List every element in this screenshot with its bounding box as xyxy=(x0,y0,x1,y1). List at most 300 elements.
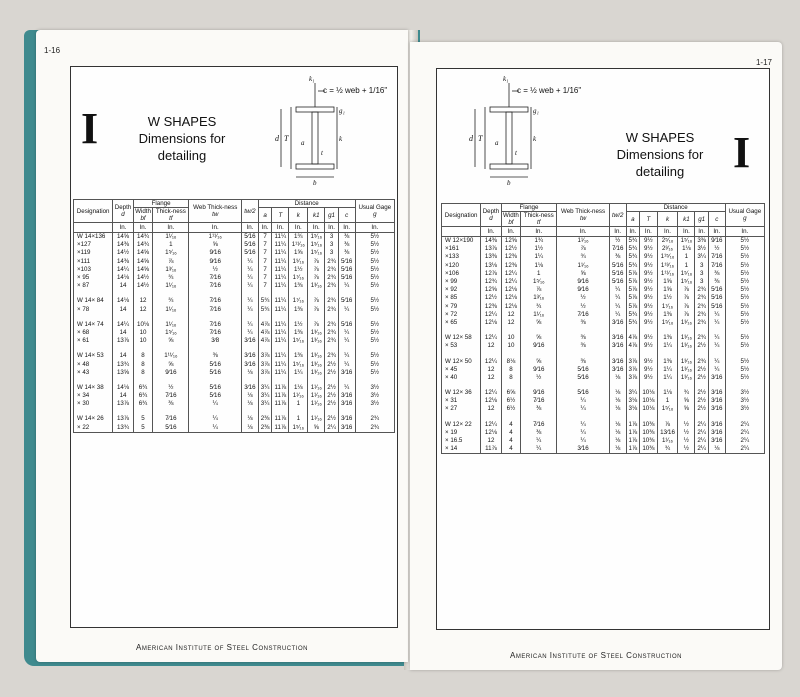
cell-c: ⅜ xyxy=(338,249,355,257)
g1-symbol: g1 xyxy=(698,215,706,223)
cell-tw2: ¼ xyxy=(609,303,626,311)
cell-k1: 1³⁄₁₆ xyxy=(678,357,695,365)
table-row xyxy=(74,369,395,377)
cell-T: 11¼ xyxy=(272,306,289,314)
cell-k1: ⅝ xyxy=(678,405,695,413)
cell-g1: 2½ xyxy=(325,415,339,423)
cell-a: 3⅞ xyxy=(626,357,640,365)
cell-T: 9½ xyxy=(640,253,658,261)
col-header-c xyxy=(338,208,355,223)
cell-bf: 8 xyxy=(133,352,153,360)
depth-symbol: d xyxy=(489,215,493,222)
cell-tf: 9⁄16 xyxy=(521,366,557,374)
cell-designation: × 16.5 xyxy=(442,437,481,445)
cell-tw: ½ xyxy=(189,266,242,274)
cell-T: 11¼ xyxy=(272,241,289,249)
cell-tw: ⅜ xyxy=(557,319,610,327)
cell-k: 1⁵⁄₁₆ xyxy=(289,337,308,345)
cell-g: 5½ xyxy=(725,374,764,382)
cell-designation: × 27 xyxy=(442,405,481,413)
cell-tw2: ¼ xyxy=(242,258,259,266)
cell-g1: 2¼ xyxy=(695,429,709,437)
cell-a: 3⅞ xyxy=(258,360,272,368)
row-gap xyxy=(442,382,765,389)
cell-d: 13⅞ xyxy=(113,337,133,345)
cell-a: 5⅞ xyxy=(626,278,640,286)
cell-g1: 2¾ xyxy=(695,294,709,302)
cell-g1: 3 xyxy=(325,249,339,257)
cell-tw2: ⅛ xyxy=(609,421,626,429)
cell-T: 10⅛ xyxy=(640,397,658,405)
cell-g1: 2½ xyxy=(695,374,709,382)
cell-bf: 10 xyxy=(133,337,153,345)
T-symbol: T xyxy=(646,215,651,223)
col-header-thickness xyxy=(521,212,557,227)
cell-d: 13⅞ xyxy=(481,245,501,253)
cell-g1: 2½ xyxy=(325,369,339,377)
cell-k: 1⅜ xyxy=(289,352,308,360)
diagram-formula: c = ½ web + 1/16" xyxy=(517,86,582,95)
cell-T: 11⅞ xyxy=(272,415,289,423)
cell-d: 12 xyxy=(481,374,501,382)
left-page xyxy=(36,30,408,662)
table-row xyxy=(442,357,765,365)
cell-g: 5½ xyxy=(355,360,394,368)
cell-g: 5½ xyxy=(355,321,394,329)
table-row xyxy=(442,270,765,278)
cell-a: 1⅞ xyxy=(626,421,640,429)
col-header-thickness xyxy=(153,208,189,223)
cell-tw2: 3⁄16 xyxy=(242,337,259,345)
cell-tf: ⅝ xyxy=(521,334,557,342)
page-frame xyxy=(70,66,398,628)
cell-d: 14⅛ xyxy=(113,384,133,392)
cell-d: 12⅛ xyxy=(481,397,501,405)
cell-c: 3⁄16 xyxy=(338,392,355,400)
svg-text:k₁: k₁ xyxy=(309,75,315,83)
cell-a: 1⅞ xyxy=(626,445,640,454)
cell-g1: 2¾ xyxy=(325,337,339,345)
cell-tf: ¼ xyxy=(521,445,557,454)
cell-tf: 1 xyxy=(521,270,557,278)
col-header-gage xyxy=(355,200,394,223)
cell-k: 1 xyxy=(289,400,308,408)
cell-a: 5⅞ xyxy=(626,294,640,302)
cell-tw2: 5⁄16 xyxy=(609,278,626,286)
cell-a: 4⅞ xyxy=(258,329,272,337)
page-frame xyxy=(436,68,770,630)
cell-k1: 1³⁄₁₆ xyxy=(678,366,695,374)
width-label: Width xyxy=(135,208,151,215)
cell-c: 5⁄16 xyxy=(338,297,355,305)
cell-tf: 1 xyxy=(153,241,189,249)
w-shape-diagram xyxy=(251,69,391,187)
cell-k1: 1⅛ xyxy=(678,245,695,253)
cell-g: 2¼ xyxy=(725,437,764,445)
cell-tf: 1¹⁄₁₆ xyxy=(153,321,189,329)
cell-tf: ⅜ xyxy=(521,405,557,413)
cell-tw: ⅜ xyxy=(557,334,610,342)
cell-tf: ¾ xyxy=(521,303,557,311)
cell-g1: 2¾ xyxy=(325,258,339,266)
unit-spacer xyxy=(442,227,481,237)
cell-k: 1⁵⁄₁₆ xyxy=(657,405,678,413)
cell-T: 11¼ xyxy=(272,352,289,360)
unit-label: In. xyxy=(338,223,355,233)
cell-tf: 1¹⁄₁₆ xyxy=(153,282,189,290)
cell-bf: 6¾ xyxy=(133,400,153,408)
cell-a: 3¼ xyxy=(258,384,272,392)
cell-g1: 2½ xyxy=(325,400,339,408)
cell-bf: 4 xyxy=(501,445,521,454)
cell-k: 1¹⁄₁₆ xyxy=(657,437,678,445)
cell-designation: × 45 xyxy=(442,366,481,374)
table-row xyxy=(74,274,395,282)
cell-a: 7 xyxy=(258,258,272,266)
cell-a: 5⅞ xyxy=(626,286,640,294)
table-row xyxy=(74,233,395,242)
cell-bf: 8 xyxy=(501,366,521,374)
thickness-symbol: tf xyxy=(169,215,173,222)
cell-g: 5½ xyxy=(725,245,764,253)
cell-g: 5½ xyxy=(725,286,764,294)
cell-tf: 1³⁄₁₆ xyxy=(153,266,189,274)
cell-k1: ⅝ xyxy=(308,424,325,433)
cell-g: 2¼ xyxy=(725,445,764,454)
col-header-web xyxy=(557,204,610,227)
cell-designation: ×120 xyxy=(442,262,481,270)
cell-k: 1⁹⁄₁₆ xyxy=(289,258,308,266)
svg-text:g₁: g₁ xyxy=(339,107,345,115)
cell-k: 1¹⁵⁄₁₆ xyxy=(657,253,678,261)
cell-T: 11⅞ xyxy=(272,400,289,408)
cell-g: 3½ xyxy=(355,400,394,408)
cell-k1: 1³⁄₁₆ xyxy=(308,329,325,337)
unit-label: In. xyxy=(355,223,394,233)
cell-k1: ⅞ xyxy=(678,286,695,294)
cell-designation: × 14 xyxy=(442,445,481,454)
cell-bf: 12 xyxy=(133,297,153,305)
row-gap xyxy=(442,327,765,334)
table-row xyxy=(74,297,395,305)
cell-k: 1¼ xyxy=(657,366,678,374)
cell-c: 7⁄16 xyxy=(708,253,725,261)
cell-bf: 12 xyxy=(501,311,521,319)
cell-d: 14⅝ xyxy=(113,233,133,242)
cell-tf: 1¹⁄₁₆ xyxy=(521,311,557,319)
cell-T: 10⅜ xyxy=(640,437,658,445)
cell-tw2: 3⁄16 xyxy=(242,384,259,392)
cell-g: 5½ xyxy=(355,233,394,242)
cell-k1: 1⁵⁄₁₆ xyxy=(308,241,325,249)
cell-k1: ½ xyxy=(678,421,695,429)
cell-a: 5⅞ xyxy=(626,303,640,311)
cell-bf: 12⅜ xyxy=(501,253,521,261)
cell-g: 3½ xyxy=(725,397,764,405)
cell-tw: 5⁄16 xyxy=(189,369,242,377)
cell-tw: 5⁄16 xyxy=(189,360,242,368)
table-row xyxy=(442,334,765,342)
cell-a: 5¾ xyxy=(626,311,640,319)
cell-tw: ⅜ xyxy=(189,352,242,360)
cell-c: ¼ xyxy=(338,352,355,360)
cell-d: 12 xyxy=(481,342,501,350)
col-header-g1 xyxy=(325,208,339,223)
unit-label: In. xyxy=(325,223,339,233)
table-row xyxy=(442,311,765,319)
dimensions-table xyxy=(441,203,765,454)
cell-tf: 1³⁄₁₆ xyxy=(521,294,557,302)
cell-g: 5½ xyxy=(355,337,394,345)
cell-k1: 1 xyxy=(678,253,695,261)
col-header-depth xyxy=(481,204,501,227)
cell-k: 2³⁄₁₆ xyxy=(657,245,678,253)
cell-k1: ⅞ xyxy=(678,311,695,319)
cell-tw: ¼ xyxy=(557,421,610,429)
cell-d: 14⅛ xyxy=(113,274,133,282)
cell-T: 11¼ xyxy=(272,233,289,242)
cell-k: 1⁵⁄₁₆ xyxy=(289,360,308,368)
cell-g1: 2¾ xyxy=(695,311,709,319)
col-header-k xyxy=(289,208,308,223)
cell-tw: 1¹⁄₁₆ xyxy=(557,237,610,246)
cell-k1: ½ xyxy=(678,429,695,437)
cell-tw2: ¼ xyxy=(242,282,259,290)
depth-label: Depth xyxy=(482,208,500,215)
col-header-T xyxy=(272,208,289,223)
cell-tf: 9⁄16 xyxy=(521,342,557,350)
cell-k1: ⅞ xyxy=(678,303,695,311)
cell-a: 5¾ xyxy=(626,319,640,327)
cell-g: 5½ xyxy=(355,329,394,337)
cell-g1: 3 xyxy=(695,262,709,270)
cell-k1: 1³⁄₁₆ xyxy=(678,374,695,382)
cell-designation: ×127 xyxy=(74,241,113,249)
cell-g1: 2½ xyxy=(695,397,709,405)
cell-g1: 2¾ xyxy=(695,286,709,294)
cell-designation: × 72 xyxy=(442,311,481,319)
cell-designation: × 40 xyxy=(442,374,481,382)
svg-text:T: T xyxy=(478,134,483,143)
cell-g: 5½ xyxy=(355,241,394,249)
cell-c: 5⁄16 xyxy=(338,266,355,274)
cell-g1: 3 xyxy=(695,278,709,286)
cell-d: 12⅝ xyxy=(481,286,501,294)
cell-k: 13⁄16 xyxy=(657,429,678,437)
cell-g: 3½ xyxy=(355,392,394,400)
cell-tf: 5⁄16 xyxy=(153,424,189,433)
cell-d: 12⅜ xyxy=(481,303,501,311)
half-web-symbol: tw/2 xyxy=(612,211,624,219)
cell-designation: × 22 xyxy=(74,424,113,433)
cell-k: ¾ xyxy=(657,445,678,454)
cell-k1: ⅞ xyxy=(308,306,325,314)
cell-a: 2⅜ xyxy=(258,415,272,423)
cell-c: 3⁄16 xyxy=(708,405,725,413)
cell-tw2: 3⁄16 xyxy=(609,357,626,365)
cell-T: 11¼ xyxy=(272,274,289,282)
unit-label: In. xyxy=(153,223,189,233)
cell-g1: 2¾ xyxy=(695,303,709,311)
row-gap xyxy=(74,408,395,415)
cell-c: 3⁄16 xyxy=(708,429,725,437)
cell-k: 1⁷⁄₁₆ xyxy=(289,274,308,282)
table-row xyxy=(74,400,395,408)
cell-a: 5¾ xyxy=(258,306,272,314)
cell-tw2: 3⁄16 xyxy=(609,342,626,350)
cell-T: 11¼ xyxy=(272,329,289,337)
cell-tf: 9⁄16 xyxy=(521,389,557,397)
cell-bf: 12⅜ xyxy=(501,262,521,270)
cell-d: 12¼ xyxy=(481,389,501,397)
cell-a: 3⅛ xyxy=(626,405,640,413)
cell-bf: 6½ xyxy=(501,405,521,413)
unit-label: In. xyxy=(657,227,678,237)
cell-designation: × 85 xyxy=(442,294,481,302)
cell-g1: 2¾ xyxy=(695,319,709,327)
cell-T: 9½ xyxy=(640,366,658,374)
table-row xyxy=(74,249,395,257)
cell-tw2: ¼ xyxy=(609,294,626,302)
cell-T: 11¼ xyxy=(272,258,289,266)
cell-a: 3¼ xyxy=(258,392,272,400)
cell-c: ¼ xyxy=(708,334,725,342)
cell-k: 1 xyxy=(657,397,678,405)
cell-k: 1⅝ xyxy=(289,249,308,257)
row-gap xyxy=(74,377,395,384)
cell-a: 1⅞ xyxy=(626,429,640,437)
cell-bf: 5 xyxy=(133,424,153,433)
cell-tw2: ¼ xyxy=(242,306,259,314)
cell-tw2: ¼ xyxy=(242,329,259,337)
cell-k1: 1⁵⁄₁₆ xyxy=(308,233,325,242)
i-shape-icon: I xyxy=(81,104,99,153)
unit-label: In. xyxy=(308,223,325,233)
cell-designation: W 14× 26 xyxy=(74,415,113,423)
cell-k1: 1 xyxy=(678,262,695,270)
cell-designation: × 34 xyxy=(74,392,113,400)
cell-tw: ¼ xyxy=(189,415,242,423)
unit-label: In. xyxy=(557,227,610,237)
cell-designation: W 12× 58 xyxy=(442,334,481,342)
table-row xyxy=(74,392,395,400)
table-row xyxy=(442,319,765,327)
cell-tf: ⅞ xyxy=(153,258,189,266)
cell-c: ¼ xyxy=(708,366,725,374)
table-row xyxy=(442,374,765,382)
cell-g1: 2¼ xyxy=(695,445,709,454)
cell-a: 4⅞ xyxy=(626,334,640,342)
cell-designation: × 53 xyxy=(442,342,481,350)
cell-c: 5⁄16 xyxy=(338,274,355,282)
cell-g: 5½ xyxy=(725,342,764,350)
cell-tw2: ¼ xyxy=(242,266,259,274)
thickness-label: Thick-ness xyxy=(155,208,186,215)
cell-d: 11⅞ xyxy=(481,445,501,454)
cell-bf: 6½ xyxy=(501,397,521,405)
svg-text:k: k xyxy=(533,135,537,143)
cell-k1: 1³⁄₁₆ xyxy=(308,352,325,360)
cell-designation: W 14×136 xyxy=(74,233,113,242)
cell-g1: 2½ xyxy=(325,392,339,400)
cell-k1: ⅞ xyxy=(308,321,325,329)
cell-T: 11¼ xyxy=(272,282,289,290)
cell-k: ⅞ xyxy=(657,421,678,429)
cell-c: 5⁄16 xyxy=(708,303,725,311)
cell-tw2: ¼ xyxy=(609,286,626,294)
cell-tf: ⅜ xyxy=(153,400,189,408)
cell-d: 12¾ xyxy=(481,278,501,286)
cell-d: 14½ xyxy=(113,249,133,257)
cell-k1: 1⁵⁄₁₆ xyxy=(678,270,695,278)
cell-designation: W 12× 36 xyxy=(442,389,481,397)
table-row xyxy=(442,389,765,397)
svg-text:b: b xyxy=(507,179,511,187)
cell-g1: 3 xyxy=(695,270,709,278)
cell-tf: ⅝ xyxy=(521,357,557,365)
cell-g1: 3⅜ xyxy=(695,237,709,246)
cell-c: 3⁄16 xyxy=(708,421,725,429)
cell-d: 12¼ xyxy=(481,311,501,319)
cell-bf: 10 xyxy=(133,329,153,337)
cell-k1: ⅞ xyxy=(308,274,325,282)
cell-tf: ⅝ xyxy=(153,337,189,345)
cell-bf: 14¾ xyxy=(133,233,153,242)
width-symbol: bf xyxy=(508,219,514,226)
cell-k: 1⅝ xyxy=(657,286,678,294)
cell-T: 9½ xyxy=(640,270,658,278)
cell-g1: 2¾ xyxy=(325,321,339,329)
cell-tw2: ⅛ xyxy=(242,369,259,377)
k1-symbol: k1 xyxy=(312,211,320,219)
cell-g: 5½ xyxy=(355,274,394,282)
cell-a: 7 xyxy=(258,282,272,290)
cell-k: 1⁷⁄₁₆ xyxy=(657,303,678,311)
col-header-a xyxy=(626,212,640,227)
cell-g1: 3 xyxy=(325,233,339,242)
cell-d: 12⅛ xyxy=(481,429,501,437)
cell-c: 5⁄16 xyxy=(338,321,355,329)
thickness-symbol: tf xyxy=(537,219,541,226)
cell-T: 10⅛ xyxy=(640,405,658,413)
cell-k: 1 xyxy=(289,415,308,423)
table-row xyxy=(74,337,395,345)
col-header-distance: Distance xyxy=(626,204,725,212)
cell-k: 1¼ xyxy=(657,374,678,382)
cell-g: 5½ xyxy=(725,278,764,286)
cell-d: 13⅞ xyxy=(113,400,133,408)
cell-tf: ¼ xyxy=(521,437,557,445)
web-symbol: tw xyxy=(579,215,587,222)
cell-tw: ¼ xyxy=(557,405,610,413)
k-symbol: k xyxy=(665,215,670,223)
cell-tw2: ⅛ xyxy=(609,397,626,405)
unit-label: In. xyxy=(133,223,153,233)
cell-designation: W 12× 22 xyxy=(442,421,481,429)
cell-k1: ⅝ xyxy=(678,397,695,405)
cell-d: 13¾ xyxy=(113,424,133,433)
cell-d: 13¾ xyxy=(113,360,133,368)
cell-tf: ¾ xyxy=(153,297,189,305)
cell-tw: 9⁄16 xyxy=(189,258,242,266)
cell-g: 5½ xyxy=(355,369,394,377)
cell-tw: 7⁄16 xyxy=(189,329,242,337)
cell-bf: 5 xyxy=(133,415,153,423)
table-row xyxy=(74,258,395,266)
cell-a: 1⅞ xyxy=(626,437,640,445)
cell-designation: × 19 xyxy=(442,429,481,437)
cell-k: 1⅜ xyxy=(657,311,678,319)
